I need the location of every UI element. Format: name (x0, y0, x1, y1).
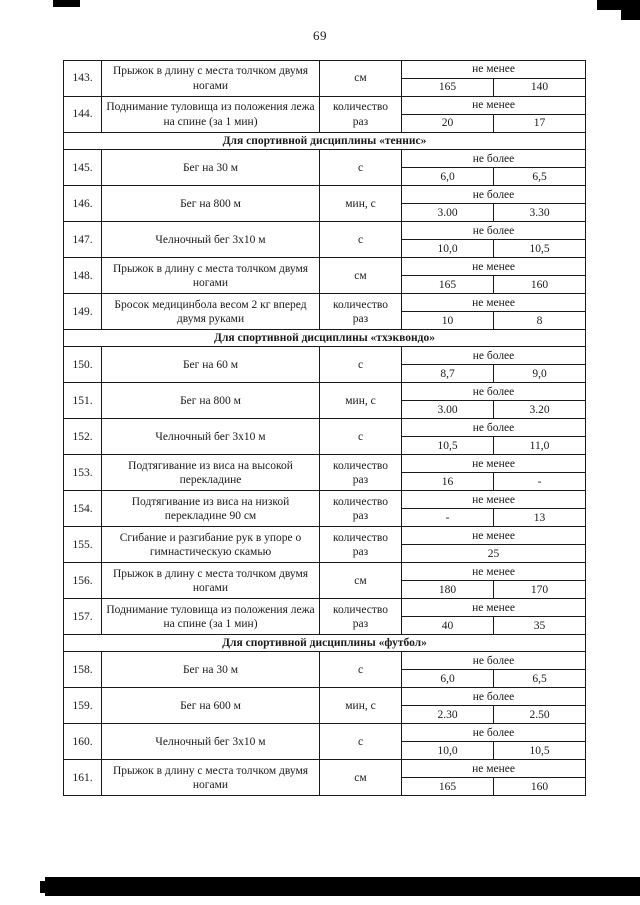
unit: см (320, 563, 402, 599)
table-row (64, 294, 586, 312)
row-number: 157. (64, 599, 102, 635)
table-row (64, 652, 586, 670)
unit: количество раз (320, 491, 402, 527)
criterion: не более (402, 222, 586, 240)
value-col-2: 9,0 (494, 365, 586, 383)
section-header-row (64, 330, 586, 347)
row-number: 160. (64, 724, 102, 760)
value-col-1: 10,0 (402, 240, 494, 258)
table-row (64, 97, 586, 115)
unit: количество раз (320, 97, 402, 133)
unit: см (320, 760, 402, 796)
criterion: не более (402, 688, 586, 706)
value-col-1: 16 (402, 473, 494, 491)
value-col-1: 8,7 (402, 365, 494, 383)
section-header-row (64, 635, 586, 652)
value-col-1: 180 (402, 581, 494, 599)
row-number: 155. (64, 527, 102, 563)
criterion: не менее (402, 61, 586, 79)
exercise-name: Бег на 800 м (102, 186, 320, 222)
exercise-name: Прыжок в длину с места толчком двумя ногами (102, 563, 320, 599)
standards-table-body (64, 61, 586, 796)
value-col-1: 6,0 (402, 168, 494, 186)
value-col-2: 2.50 (494, 706, 586, 724)
value-col-1: 165 (402, 79, 494, 97)
section-title: Для спортивной дисциплины «теннис» (64, 133, 586, 150)
value-col-2: 6,5 (494, 168, 586, 186)
table-row (64, 527, 586, 545)
value-col-2: 17 (494, 115, 586, 133)
value-col-2: 8 (494, 312, 586, 330)
exercise-name: Челночный бег 3х10 м (102, 419, 320, 455)
value-col-1: 10,5 (402, 437, 494, 455)
table-row (64, 347, 586, 365)
value-col-1: 3.00 (402, 401, 494, 419)
unit: количество раз (320, 527, 402, 563)
criterion: не более (402, 652, 586, 670)
value-col-2: - (494, 473, 586, 491)
unit: с (320, 150, 402, 186)
table-row (64, 186, 586, 204)
value-col-2: 160 (494, 276, 586, 294)
table-row (64, 455, 586, 473)
exercise-name: Бег на 600 м (102, 688, 320, 724)
criterion: не менее (402, 563, 586, 581)
table-row (64, 150, 586, 168)
value-col-2: 10,5 (494, 240, 586, 258)
row-number: 147. (64, 222, 102, 258)
row-number: 153. (64, 455, 102, 491)
value-col-2: 170 (494, 581, 586, 599)
criterion: не более (402, 419, 586, 437)
table-row (64, 383, 586, 401)
value-col-2: 160 (494, 778, 586, 796)
value-col-1: - (402, 509, 494, 527)
exercise-name: Бросок медицинбола весом 2 кг вперед двумя руками (102, 294, 320, 330)
criterion: не более (402, 186, 586, 204)
row-number: 151. (64, 383, 102, 419)
exercise-name: Прыжок в длину с места толчком двумя ногами (102, 760, 320, 796)
section-title: Для спортивной дисциплины «футбол» (64, 635, 586, 652)
table-row (64, 61, 586, 79)
exercise-name: Подтягивание из виса на низкой перекладине 90 см (102, 491, 320, 527)
unit: количество раз (320, 455, 402, 491)
value-col-2: 13 (494, 509, 586, 527)
table-row (64, 491, 586, 509)
value-col-2: 35 (494, 617, 586, 635)
unit: количество раз (320, 599, 402, 635)
criterion: не менее (402, 97, 586, 115)
value-col-1: 165 (402, 778, 494, 796)
unit: мин, с (320, 688, 402, 724)
value-col-1: 10,0 (402, 742, 494, 760)
exercise-name: Бег на 30 м (102, 652, 320, 688)
value-col-1: 20 (402, 115, 494, 133)
exercise-name: Поднимание туловища из положения лежа на спине (за 1 мин) (102, 599, 320, 635)
criterion: не более (402, 347, 586, 365)
unit: мин, с (320, 383, 402, 419)
value-col-1: 3.00 (402, 204, 494, 222)
value-col-1: 40 (402, 617, 494, 635)
value-col-1: 165 (402, 276, 494, 294)
exercise-name: Прыжок в длину с места толчком двумя ногами (102, 258, 320, 294)
criterion: не более (402, 724, 586, 742)
exercise-name: Челночный бег 3х10 м (102, 724, 320, 760)
row-number: 159. (64, 688, 102, 724)
row-number: 145. (64, 150, 102, 186)
value-col-2: 10,5 (494, 742, 586, 760)
scan-artifact-top-right-edge (621, 0, 640, 20)
criterion: не менее (402, 455, 586, 473)
row-number: 154. (64, 491, 102, 527)
unit: с (320, 222, 402, 258)
value-col-2: 6,5 (494, 670, 586, 688)
value-col-1: 2.30 (402, 706, 494, 724)
row-number: 156. (64, 563, 102, 599)
row-number: 148. (64, 258, 102, 294)
exercise-name: Бег на 60 м (102, 347, 320, 383)
value-col-1: 6,0 (402, 670, 494, 688)
standards-table (63, 60, 586, 796)
table-row (64, 760, 586, 778)
unit: см (320, 258, 402, 294)
exercise-name: Бег на 800 м (102, 383, 320, 419)
section-title: Для спортивной дисциплины «тхэквондо» (64, 330, 586, 347)
table-row (64, 724, 586, 742)
table-row (64, 258, 586, 276)
exercise-name: Поднимание туловища из положения лежа на спине (за 1 мин) (102, 97, 320, 133)
page-number: 69 (313, 28, 327, 43)
exercise-name: Челночный бег 3х10 м (102, 222, 320, 258)
scan-artifact-bottom-tip (40, 881, 48, 893)
unit: с (320, 419, 402, 455)
value-col-1: 10 (402, 312, 494, 330)
row-number: 152. (64, 419, 102, 455)
row-number: 144. (64, 97, 102, 133)
row-number: 146. (64, 186, 102, 222)
scan-artifact-top-left (53, 0, 80, 7)
unit: мин, с (320, 186, 402, 222)
exercise-name: Прыжок в длину с места толчком двумя ногами (102, 61, 320, 97)
table-row (64, 222, 586, 240)
row-number: 158. (64, 652, 102, 688)
table-row (64, 563, 586, 581)
row-number: 150. (64, 347, 102, 383)
table-row (64, 419, 586, 437)
criterion: не более (402, 150, 586, 168)
value-col-2: 140 (494, 79, 586, 97)
criterion: не менее (402, 760, 586, 778)
row-number: 149. (64, 294, 102, 330)
unit: количество раз (320, 294, 402, 330)
exercise-name: Сгибание и разгибание рук в упоре о гимнастическую скамью (102, 527, 320, 563)
criterion: не менее (402, 599, 586, 617)
value-combined: 25 (402, 545, 586, 563)
value-col-2: 11,0 (494, 437, 586, 455)
criterion: не менее (402, 527, 586, 545)
exercise-name: Бег на 30 м (102, 150, 320, 186)
value-col-2: 3.20 (494, 401, 586, 419)
criterion: не менее (402, 491, 586, 509)
criterion: не более (402, 383, 586, 401)
table-row (64, 599, 586, 617)
section-header-row (64, 133, 586, 150)
unit: с (320, 652, 402, 688)
table-row (64, 688, 586, 706)
unit: с (320, 347, 402, 383)
criterion: не менее (402, 258, 586, 276)
value-col-2: 3.30 (494, 204, 586, 222)
scan-artifact-bottom-bar (45, 877, 640, 896)
criterion: не менее (402, 294, 586, 312)
unit: см (320, 61, 402, 97)
exercise-name: Подтягивание из виса на высокой перекладине (102, 455, 320, 491)
row-number: 143. (64, 61, 102, 97)
row-number: 161. (64, 760, 102, 796)
unit: с (320, 724, 402, 760)
